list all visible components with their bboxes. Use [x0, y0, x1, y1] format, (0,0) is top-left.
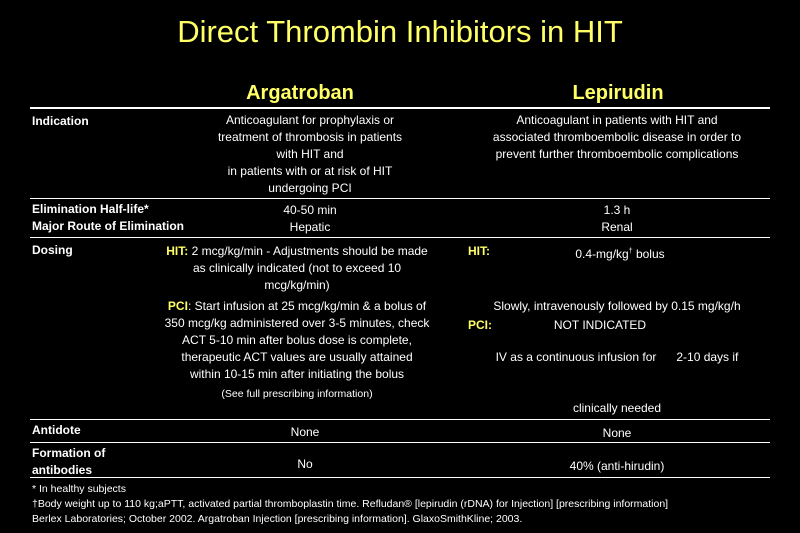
text-line: : Start infusion at 25 mcg/kg/min & a bolus of: [187, 299, 427, 313]
lepirudin-antidote: None: [602, 426, 632, 440]
text-line: Anticoagulant for prophylaxis or: [225, 113, 395, 127]
footnotes: [32, 482, 668, 527]
text-line: with HIT and: [276, 147, 344, 161]
text-line: ACT 5-10 min after bolus dose is complete,: [182, 333, 412, 347]
row-label-route: Major Route of Elimination: [32, 219, 184, 233]
hit-label: HIT:: [166, 244, 189, 258]
text-line: antibodies: [32, 463, 93, 477]
dagger-mark: †: [628, 248, 633, 255]
column-header-lepirudin: Lepirudin: [572, 82, 664, 104]
text-line: treatment of thrombosis in patients: [217, 130, 403, 144]
text-line: Slowly, intravenously followed by 0.15 mg/kg/h: [493, 299, 741, 313]
pci-label: PCI: [167, 299, 188, 313]
footnote: * In healthy subjects: [32, 483, 126, 495]
argatroban-half-life: 40-50 min: [283, 203, 337, 217]
divider: [30, 237, 770, 238]
row-label-dosing: Dosing: [32, 243, 73, 257]
lepirudin-hit-infusion: [462, 264, 772, 434]
text-line: in patients with or at risk of HIT: [227, 164, 393, 178]
text-line: Anticoagulant in patients with HIT and: [516, 113, 718, 127]
divider: [30, 198, 770, 199]
row-label-half-life: Elimination Half-life*: [32, 202, 149, 216]
column-header-argatroban: Argatroban: [246, 82, 354, 104]
text-line: clinically needed: [572, 401, 662, 415]
text-line: IV as a continuous infusion for 2-10 days if: [495, 350, 739, 364]
argatroban-antibodies: No: [297, 457, 313, 471]
text-line: prevent further thromboembolic complications: [495, 147, 739, 161]
text-line: therapeutic ACT values are usually attained: [181, 350, 413, 364]
text-line: undergoing PCI: [268, 181, 352, 195]
divider: [30, 477, 770, 478]
text-line: Formation of: [32, 446, 106, 460]
text-line: as clinically indicated (not to exceed 10: [192, 261, 402, 275]
argatroban-indication: [190, 112, 430, 197]
lepirudin-indication: [462, 112, 772, 163]
lepirudin-hit-label: HIT:: [468, 244, 490, 258]
lepirudin-half-life: 1.3 h: [603, 203, 631, 217]
argatroban-hit-line: [140, 243, 454, 260]
bolus-tail: bolus: [632, 247, 665, 261]
text-line: 2 mcg/kg/min - Adjustments should be made: [188, 244, 428, 258]
lepirudin-hit-bolus: [530, 243, 710, 263]
lepirudin-pci-value: NOT INDICATED: [553, 318, 647, 332]
row-label-antidote: Antidote: [32, 423, 81, 437]
prescribing-note: (See full prescribing information): [221, 388, 373, 400]
footnote: Berlex Laboratories; October 2002. Argatroban Injection [prescribing information]. GlaxoSmithKline; 2003.: [32, 513, 523, 525]
bolus-dose: 0.4-mg/kg: [575, 247, 629, 261]
argatroban-antidote: None: [290, 425, 320, 439]
lepirudin-antibodies: 40% (anti-hirudin): [569, 459, 665, 473]
text-line: 350 mcg/kg administered over 3-5 minutes, check: [164, 316, 430, 330]
divider: [30, 442, 770, 443]
argatroban-route: Hepatic: [289, 220, 331, 234]
page-title: Direct Thrombin Inhibitors in HIT: [177, 14, 623, 49]
text-line: associated thromboembolic disease in order to: [492, 130, 742, 144]
lepirudin-route: Renal: [601, 220, 633, 234]
row-label-antibodies: [32, 445, 105, 479]
divider: [30, 107, 770, 109]
text-line: within 10-15 min after initiating the bolus: [189, 367, 405, 381]
argatroban-dosing: [140, 243, 454, 403]
footnote: †Body weight up to 110 kg;aPTT, activated partial thromboplastin time. Refludan® [lepirudin (rDNA) for Injection] [prescribing information]: [32, 498, 669, 510]
divider: [30, 419, 770, 420]
argatroban-pci-line: [140, 298, 454, 315]
row-label-indication: Indication: [32, 114, 89, 128]
lepirudin-pci-label: PCI:: [468, 318, 492, 332]
text-line: mcg/kg/min): [264, 278, 330, 292]
